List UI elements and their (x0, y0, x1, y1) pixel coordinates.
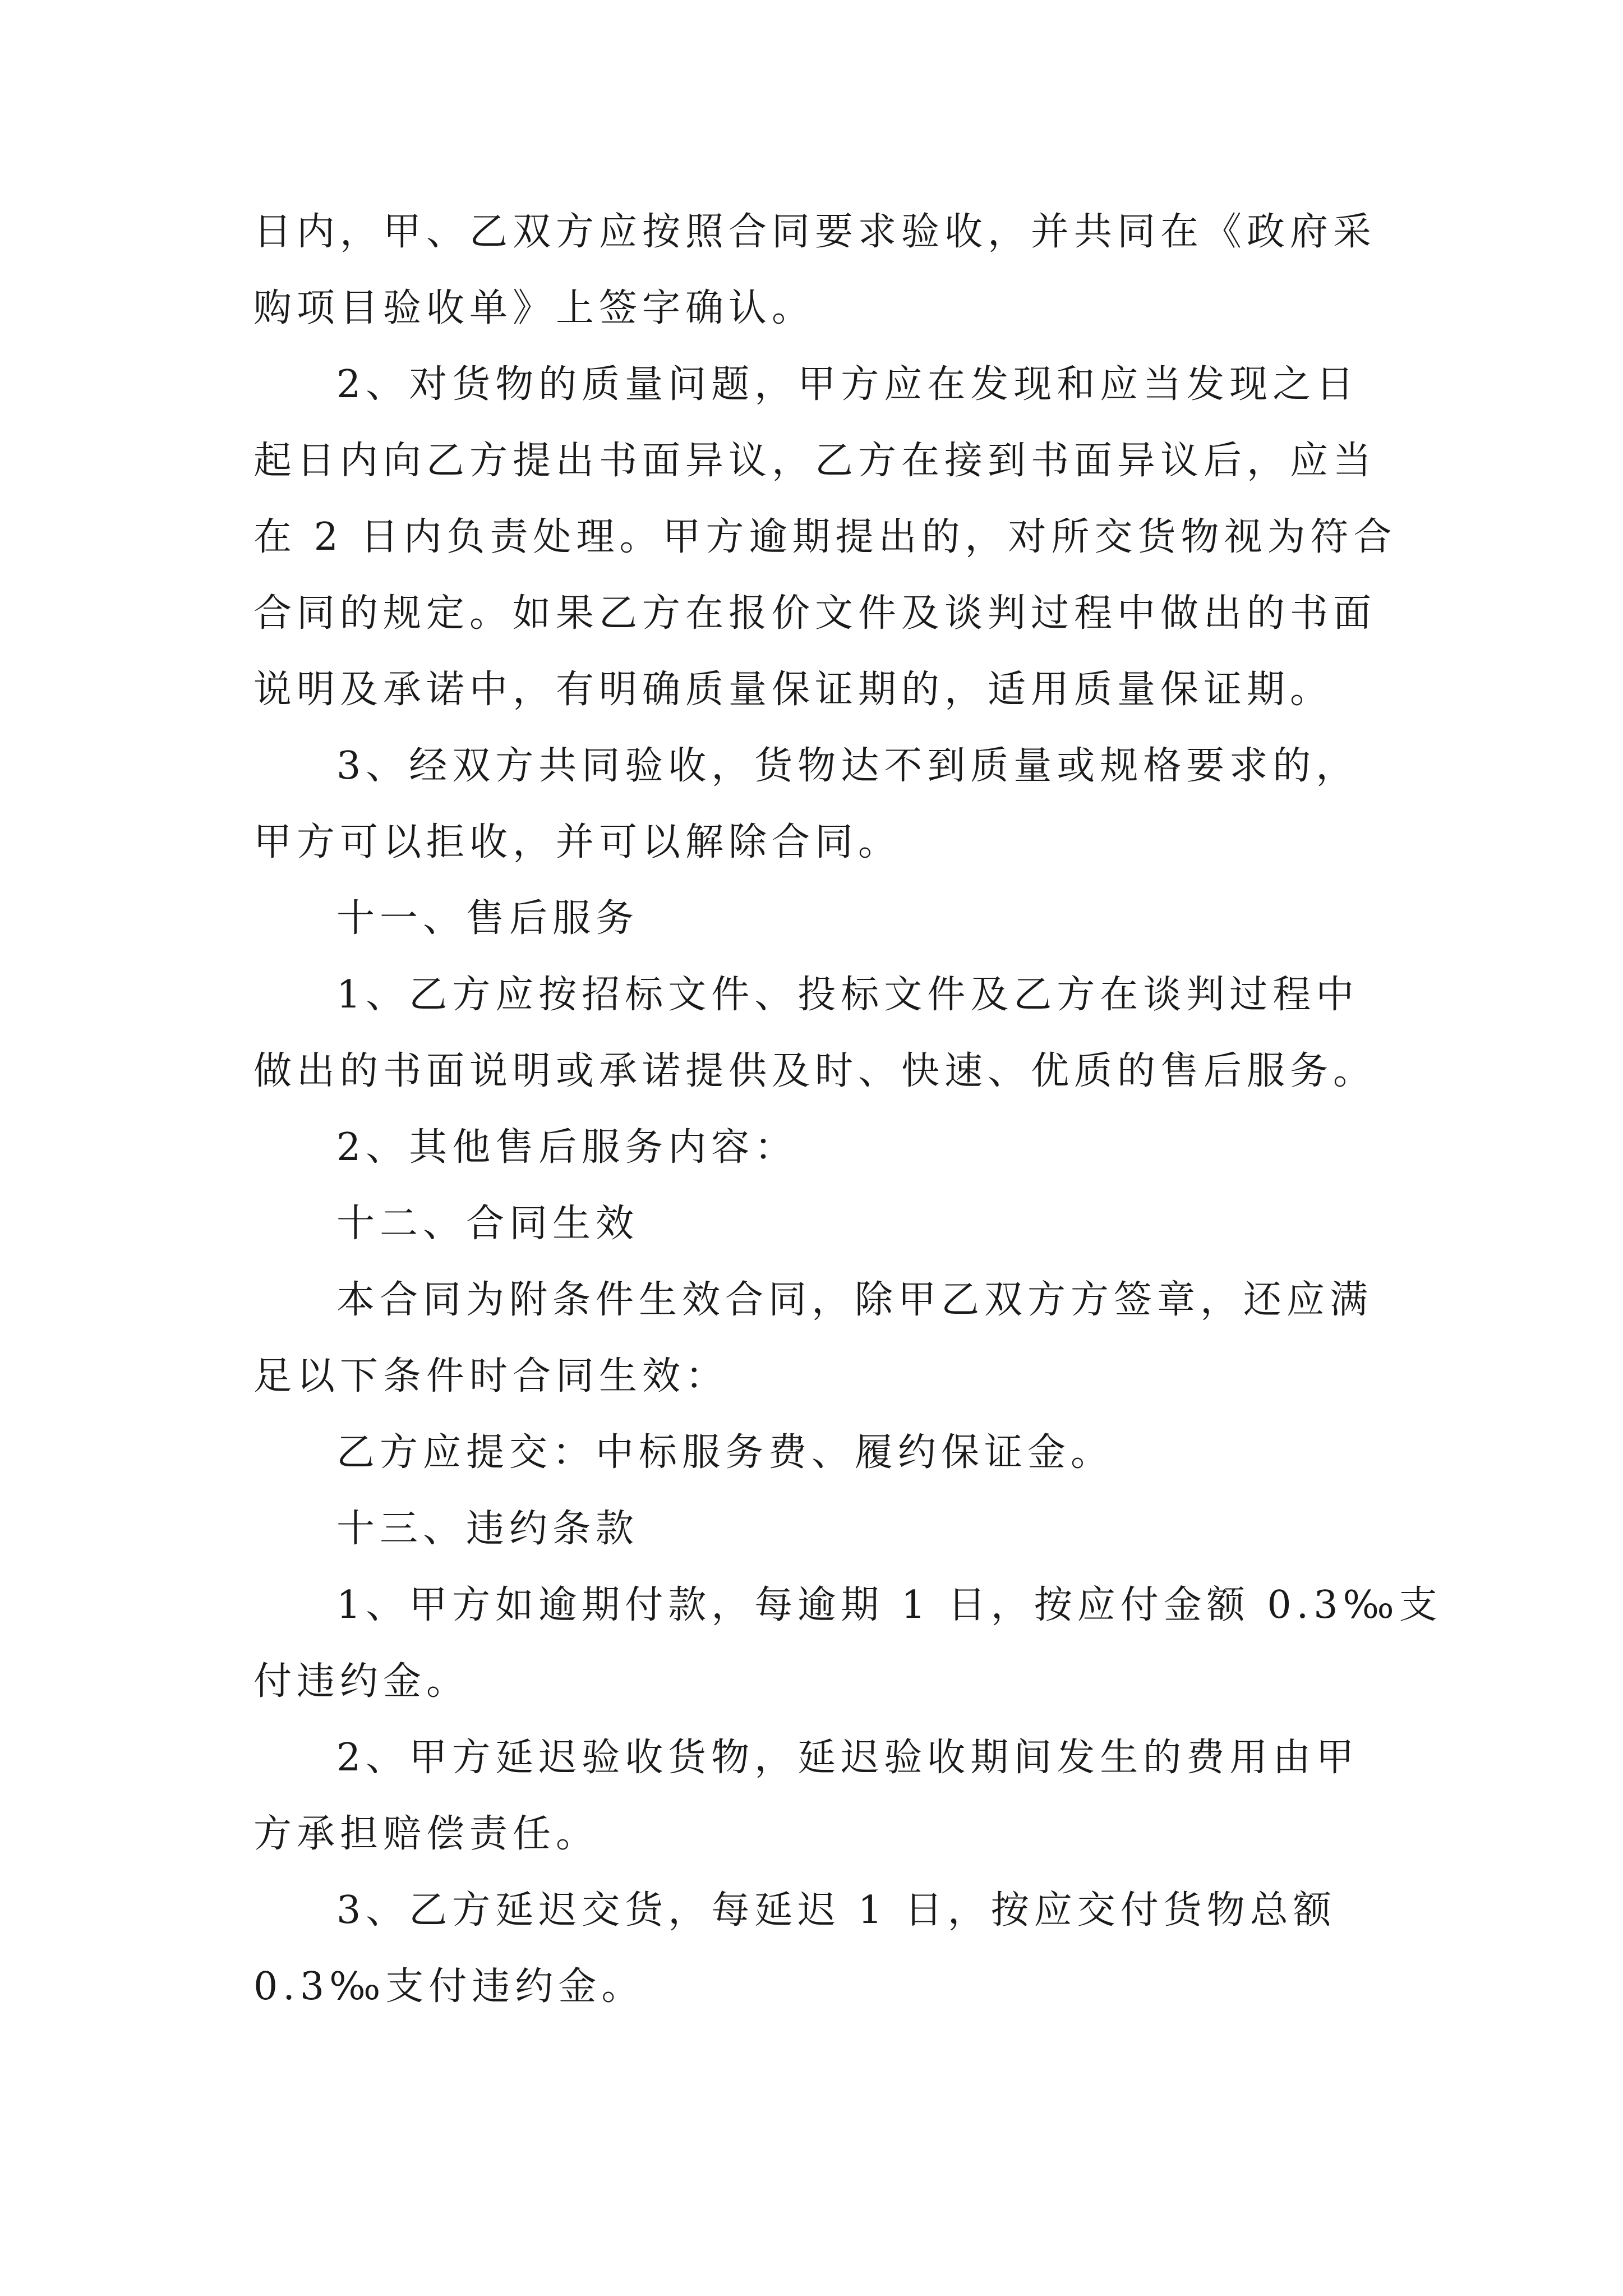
text-line: 日内，甲、乙双方应按照合同要求验收，并共同在《政府采 (253, 210, 1377, 254)
text-line: 乙方应提交：中标服务费、履约保证金。 (336, 1430, 1114, 1475)
text-line: 1、乙方应按招标文件、投标文件及乙方在谈判过程中 (336, 973, 1359, 1017)
text-line: 合同的规定。如果乙方在报价文件及谈判过程中做出的书面 (253, 591, 1377, 636)
text-line: 2、甲方延迟验收货物，延迟验收期间发生的费用由甲 (336, 1736, 1359, 1780)
text-line: 3、经双方共同验收，货物达不到质量或规格要求的， (336, 744, 1359, 788)
section-heading: 十二、合同生效 (336, 1202, 639, 1246)
text-line: 3、乙方延迟交货，每延迟 1 日，按应交付货物总额 (336, 1888, 1336, 1932)
text-line: 本合同为附条件生效合同，除甲乙双方方签章，还应满 (336, 1278, 1373, 1322)
section-heading: 十三、违约条款 (336, 1507, 639, 1551)
text-line: 说明及承诺中，有明确质量保证期的，适用质量保证期。 (253, 668, 1334, 712)
text-line: 购项目验收单》上签字确认。 (253, 286, 815, 330)
text-line: 1、甲方如逾期付款，每逾期 1 日，按应付金额 0.3‰支 (336, 1583, 1442, 1627)
text-line: 0.3‰支付违约金。 (253, 1964, 645, 2009)
text-line: 方承担赔偿责任。 (253, 1812, 600, 1856)
text-line: 足以下条件时合同生效： (253, 1354, 729, 1398)
text-line: 2、其他售后服务内容： (336, 1125, 798, 1170)
text-line: 2、对货物的质量问题，甲方应在发现和应当发现之日 (336, 362, 1359, 407)
text-line: 付违约金。 (253, 1659, 470, 1704)
text-line: 做出的书面说明或承诺提供及时、快速、优质的售后服务。 (253, 1049, 1377, 1093)
text-line: 起日内向乙方提出书面异议，乙方在接到书面异议后，应当 (253, 439, 1377, 483)
text-line: 在 2 日内负责处理。甲方逾期提出的，对所交货物视为符合 (253, 515, 1397, 559)
text-line: 甲方可以拒收，并可以解除合同。 (253, 820, 902, 864)
section-heading: 十一、售后服务 (336, 896, 639, 941)
